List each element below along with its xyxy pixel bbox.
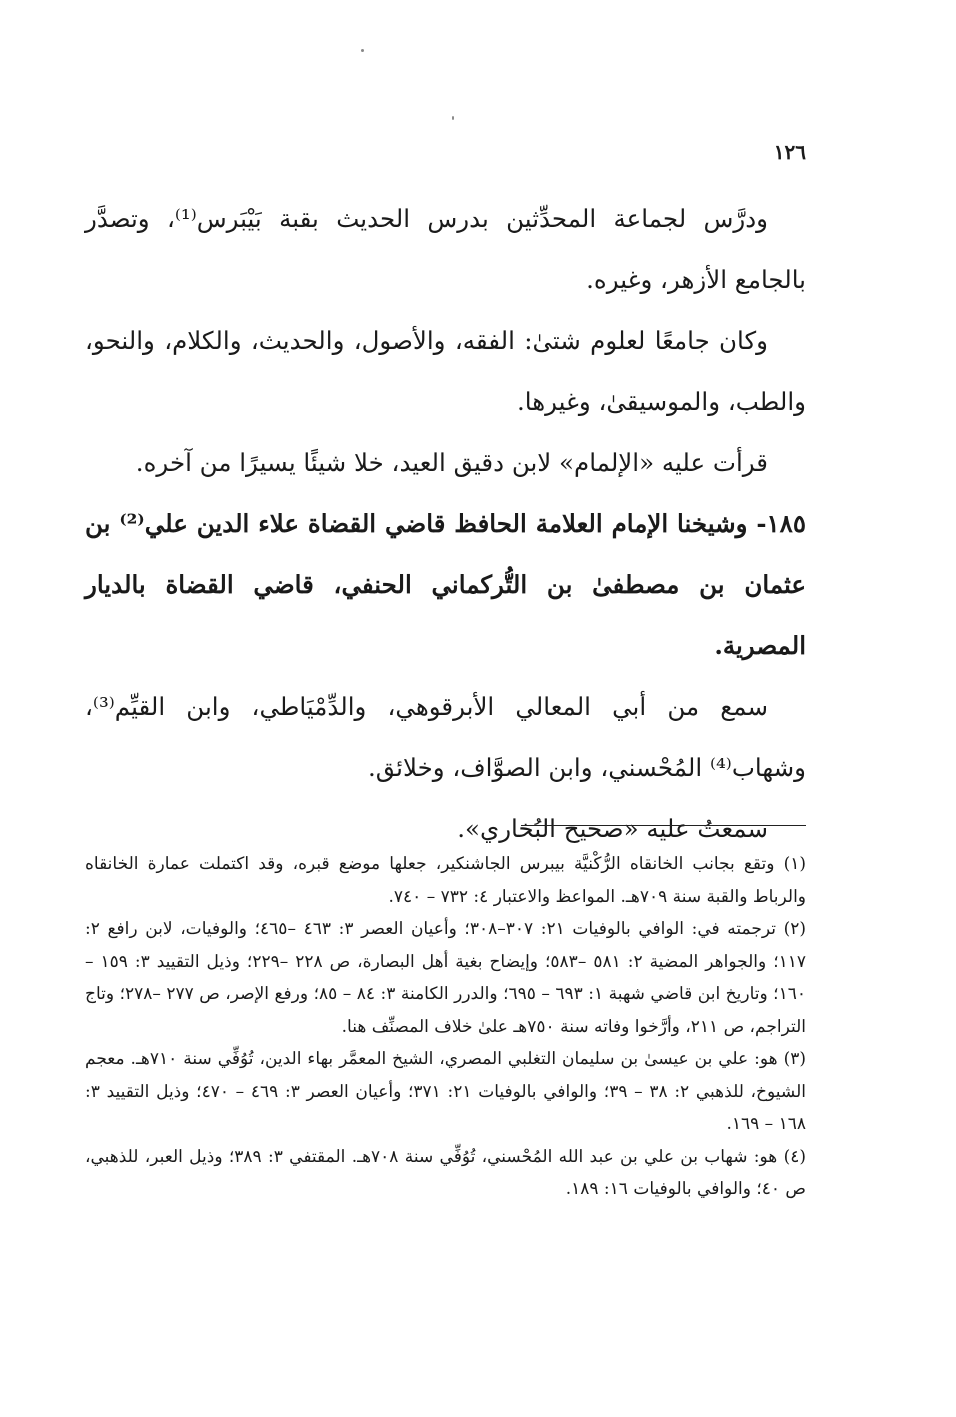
paragraph: سمع من أبي المعالي الأبرقوهي، والدِّمْيَاطي، وابن القيِّم⁽³⁾، وشهاب⁽⁴⁾ المُحْسني، وابن الصوَّاف، وخلائق.	[85, 692, 806, 782]
paragraph: وكان جامعًا لعلوم شتىٰ: الفقه، والأصول، والحديث، والكلام، والنحو، والطب، والموسيقىٰ، وغيرها.	[85, 326, 806, 416]
paragraph: ودرَّس لجماعة المحدِّثين بدرس الحديث بقبة بَيْبَرس⁽¹⁾، وتصدَّر بالجامع الأزهر، وغيره.	[85, 204, 806, 294]
footnote: (٤) هو: شهاب بن علي بن عبد الله المُحْسني، تُوُفِّي سنة ٧٠٨هـ. المقتفي ٣: ٣٨٩؛ وذيل العبر، للذهبي، ص ٤٠؛ والوافي بالوفيات ١٦: ١٨٩.	[85, 1146, 806, 1199]
footnote: (٣) هو: علي بن عيسىٰ بن سليمان التغلبي المصري، الشيخ المعمَّر بهاء الدين، تُوُفِّي سنة ٧١٠هـ. معجم الشيوخ، للذهبي ٢: ٣٨ – ٣٩؛ والوافي بالوفيات ٢١: ٣٧١؛ وأعيان العصر ٣: ٤٦٩ – ٤٧٠؛ وذيل التقييد ٣: ١٦٨ – ١٦٩.	[85, 1049, 807, 1134]
paragraph: قرأت عليه «الإلمام» لابن دقيق العيد، خلا شيئًا يسيرًا من آخره.	[135, 448, 768, 477]
page-number: ١٢٦	[773, 140, 806, 164]
footnotes	[85, 848, 806, 1206]
footnote: (١) وتقع بجانب الخانقاه الرُّكْنيَّة بيبرس الجاشنكير، جعلها موضع قبره، وقد اكتملت عمارة الخانقاه والرباط والقبة سنة ٧٠٩هـ. المواعظ والاعتبار ٤: ٧٣٢ – ٧٤٠.	[85, 854, 806, 907]
entry-heading-paragraph: ١٨٥- وشيخنا الإمام العلامة الحافظ قاضي القضاة علاء الدين علي⁽²⁾ بن عثمان بن مصطفىٰ بن التُّركماني الحنفي، قاضي القضاة بالديار المصرية.	[85, 509, 806, 660]
paragraph: سمعتُ عليه «صحيح البُخاري».	[457, 814, 768, 843]
scan-speck	[452, 116, 454, 120]
footnote-separator	[521, 825, 806, 826]
main-text	[85, 188, 806, 859]
scan-speck	[361, 49, 364, 52]
footnote: (٢) ترجمته في: الوافي بالوفيات ٢١: ٣٠٧–٣٠٨؛ وأعيان العصر ٣: ٤٦٣ –٤٦٥؛ والوفيات، لابن رافع ٢: ١١٧؛ والجواهر المضية ٢: ٥٨١ –٥٨٣؛ وإيضاح بغية أهل البصارة، ص ٢٢٨ –٢٢٩؛ وذيل التقييد ٣: ١٥٩ – ١٦٠؛ وتاريخ ابن قاضي شهبة ١: ٦٩٣ – ٦٩٥؛ والدرر الكامنة ٣: ٨٤ – ٨٥؛ ورفع الإصر، ص ٢٧٧ –٢٧٨؛ وتاج التراجم، ص ٢١١، وأرَّخوا وفاته سنة ٧٥٠هـ علىٰ خلاف المصنِّف هنا.	[85, 919, 807, 1037]
